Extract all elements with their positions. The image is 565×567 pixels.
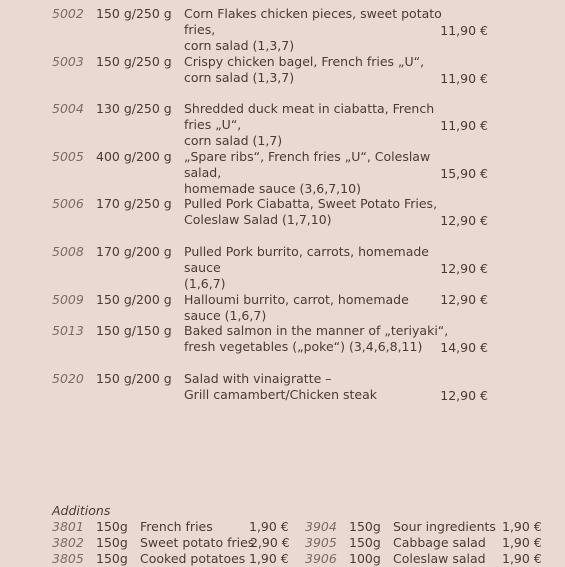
- addition-code: 3805: [52, 551, 84, 566]
- menu-item: [0, 101, 565, 148]
- item-weight: 400 g/200 g: [96, 149, 172, 164]
- item-description-line: Baked salmon in the manner of „teriyaki“,: [184, 323, 449, 338]
- menu-item: [0, 6, 565, 53]
- addition-name: Sour ingredients: [393, 519, 496, 534]
- item-weight: 150 g/150 g: [96, 323, 172, 338]
- item-price: 14,90 €: [440, 340, 488, 355]
- addition-weight: 150g: [96, 535, 128, 550]
- item-description-line: Grill camambert/Chicken steak: [184, 387, 378, 402]
- menu-item: [0, 149, 565, 196]
- addition-weight: 100g: [349, 551, 381, 566]
- item-weight: 130 g/250 g: [96, 101, 172, 116]
- item-description: [184, 292, 449, 324]
- item-description: [184, 54, 449, 86]
- menu-item: [0, 196, 565, 236]
- item-description: [184, 101, 449, 149]
- item-description-line: Halloumi burrito, carrot, homemade sauce (1,6,7): [184, 292, 409, 323]
- item-description: [184, 196, 449, 228]
- item-price: 12,90 €: [440, 261, 488, 276]
- item-description-line: corn salad (1,3,7): [184, 38, 295, 53]
- item-weight: 150 g/200 g: [96, 292, 172, 307]
- addition-price: 1,90 €: [502, 535, 542, 550]
- additions-row: [0, 535, 565, 551]
- addition-weight: 150g: [96, 551, 128, 566]
- item-code: 5009: [52, 292, 84, 307]
- item-description-line: Corn Flakes chicken pieces, sweet potato fries,: [184, 6, 442, 37]
- addition-weight: 150g: [96, 519, 128, 534]
- menu-item: [0, 323, 565, 363]
- item-description: [184, 244, 449, 292]
- item-description-line: Crispy chicken bagel, French fries „U“,: [184, 54, 425, 69]
- item-price: 11,90 €: [440, 71, 488, 86]
- item-description-line: Pulled Pork burrito, carrots, homemade sauce: [184, 244, 429, 275]
- addition-price: 1,90 €: [502, 519, 542, 534]
- addition-name: Cabbage salad: [393, 535, 486, 550]
- item-description-line: corn salad (1,3,7): [184, 70, 295, 85]
- item-price: 12,90 €: [440, 388, 488, 403]
- item-weight: 150 g/250 g: [96, 54, 172, 69]
- item-code: 5013: [52, 323, 84, 338]
- item-weight: 150 g/200 g: [96, 371, 172, 386]
- item-price: 12,90 €: [440, 213, 488, 228]
- item-description-line: „Spare ribs“, French fries „U“, Coleslaw salad,: [184, 149, 431, 180]
- item-code: 5005: [52, 149, 84, 164]
- item-price: 15,90 €: [440, 166, 488, 181]
- item-price: 12,90 €: [440, 292, 488, 307]
- item-description-line: Pulled Pork Ciabatta, Sweet Potato Fries,: [184, 196, 438, 211]
- additions-row: [0, 519, 565, 535]
- addition-name: Cooked potatoes: [140, 551, 246, 566]
- item-description-line: Shredded duck meat in ciabatta, French fries „U“,: [184, 101, 435, 132]
- addition-name: French fries: [140, 519, 213, 534]
- item-description: [184, 6, 449, 54]
- item-weight: 170 g/200 g: [96, 244, 172, 259]
- item-code: 5006: [52, 196, 84, 211]
- item-weight: 170 g/250 g: [96, 196, 172, 211]
- addition-price: 1,90 €: [249, 519, 289, 534]
- item-weight: 150 g/250 g: [96, 6, 172, 21]
- item-code: 5020: [52, 371, 84, 386]
- item-description: [184, 323, 449, 355]
- item-description-line: (1,6,7): [184, 276, 226, 291]
- menu-item: [0, 54, 565, 94]
- item-price: 11,90 €: [440, 118, 488, 133]
- addition-name: Coleslaw salad: [393, 551, 486, 566]
- addition-price: 1,90 €: [502, 551, 542, 566]
- addition-code: 3802: [52, 535, 84, 550]
- addition-weight: 150g: [349, 519, 381, 534]
- item-code: 5008: [52, 244, 84, 259]
- addition-code: 3905: [305, 535, 337, 550]
- menu-item: [0, 371, 565, 411]
- item-code: 5004: [52, 101, 84, 116]
- item-code: 5002: [52, 6, 84, 21]
- addition-code: 3906: [305, 551, 337, 566]
- item-description-line: Salad with vinaigratte –: [184, 371, 332, 386]
- item-description: [184, 149, 449, 197]
- item-description: [184, 371, 449, 403]
- additions-title: Additions: [52, 503, 111, 518]
- addition-weight: 150g: [349, 535, 381, 550]
- item-description-line: fresh vegetables („poke“) (3,4,6,8,11): [184, 339, 423, 354]
- item-description-line: Coleslaw Salad (1,7,10): [184, 212, 332, 227]
- addition-price: 1,90 €: [249, 551, 289, 566]
- menu-item: [0, 244, 565, 291]
- item-price: 11,90 €: [440, 23, 488, 38]
- addition-name: Sweet potato fries: [140, 535, 255, 550]
- item-description-line: corn salad (1,7): [184, 133, 283, 148]
- addition-code: 3801: [52, 519, 84, 534]
- item-description-line: homemade sauce (3,6,7,10): [184, 181, 361, 196]
- item-code: 5003: [52, 54, 84, 69]
- addition-price: 2,90 €: [250, 535, 290, 550]
- addition-code: 3904: [305, 519, 337, 534]
